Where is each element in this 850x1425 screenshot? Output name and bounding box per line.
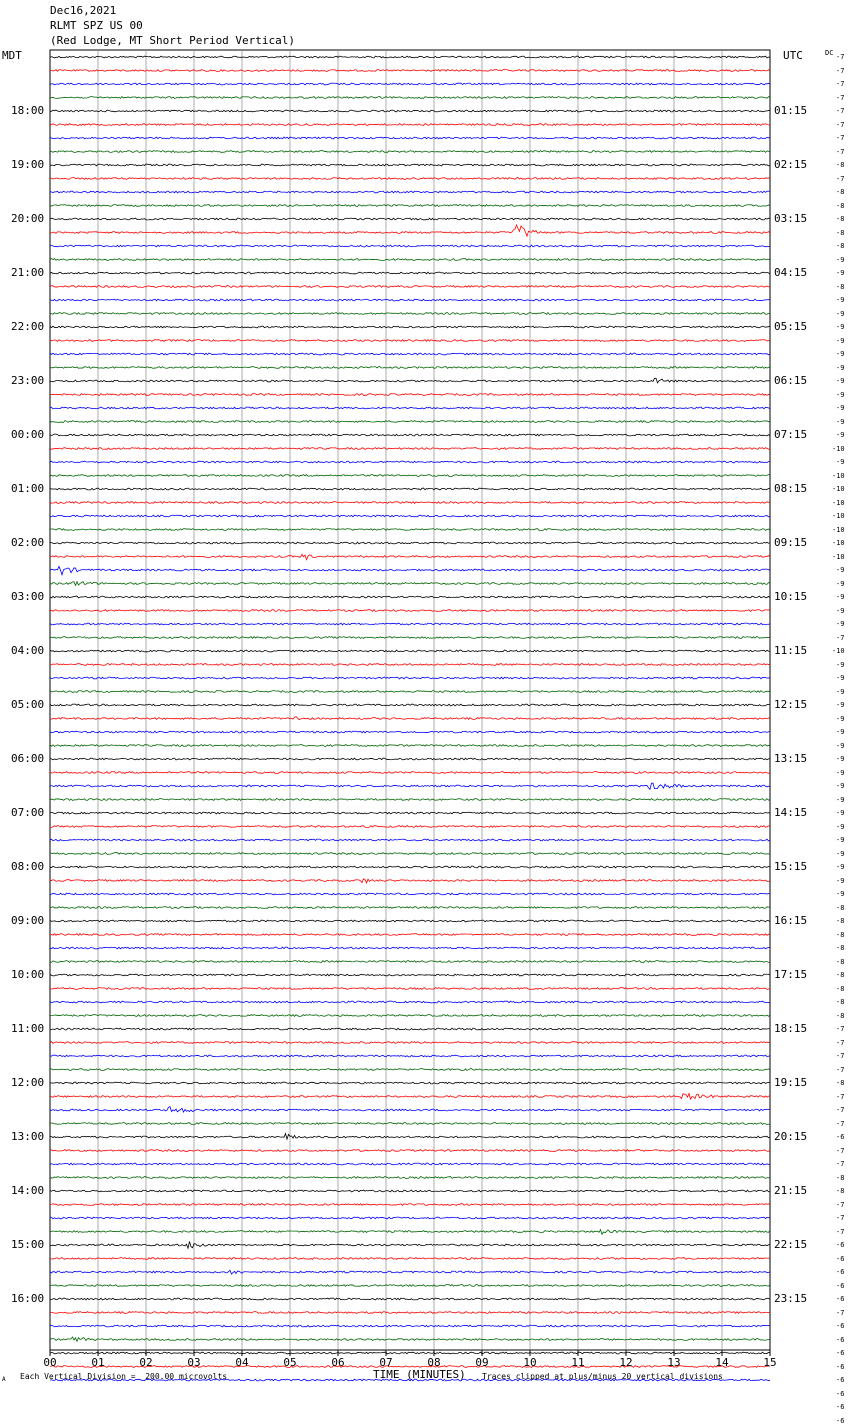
trace-black: [50, 326, 770, 328]
dc-offset-label: -7: [836, 66, 845, 75]
dc-offset-label: -8: [836, 188, 845, 196]
left-hour-label: 15:00: [11, 1238, 45, 1251]
trace-red: [50, 554, 770, 559]
trace-red: [50, 1312, 770, 1314]
dc-offset-label: -9: [836, 674, 845, 682]
trace-black: [50, 542, 770, 544]
dc-offset-label: -9: [836, 620, 845, 628]
left-hour-label: 20:00: [11, 212, 45, 225]
x-tick-label: 05: [283, 1356, 297, 1369]
dc-offset-label: -8: [836, 917, 845, 925]
left-hour-label: 13:00: [11, 1130, 45, 1143]
right-hour-label: 05:15: [774, 320, 808, 333]
trace-black: [50, 812, 770, 814]
dc-offset-label: -8: [836, 1079, 845, 1087]
dc-offset-label: -9: [836, 714, 845, 723]
dc-offset-label: -9: [836, 296, 845, 304]
trace-green: [50, 529, 770, 531]
dc-offset-label: -8: [836, 930, 845, 939]
trace-blue: [50, 623, 770, 625]
x-tick-label: 02: [139, 1356, 153, 1369]
right-hour-label: 14:15: [774, 806, 808, 819]
dc-offset-label: -6: [836, 1241, 845, 1249]
x-axis-title: TIME (MINUTES): [373, 1368, 466, 1381]
dc-offset-label: -7: [836, 1038, 845, 1047]
dc-offset-label: -7: [836, 1146, 845, 1155]
left-hour-label: 09:00: [11, 914, 45, 927]
scale-note: Each Vertical Division = 200.00 microvolts: [20, 1372, 228, 1381]
trace-blue: [50, 893, 770, 895]
dc-offset-label: -6: [836, 1133, 845, 1141]
dc-offset-label: -9: [836, 687, 845, 696]
x-tick-label: 12: [619, 1356, 633, 1369]
trace-green: [50, 205, 770, 207]
trace-black: [50, 218, 770, 220]
dc-offset-label: -7: [836, 633, 845, 642]
x-tick-label: 08: [427, 1356, 441, 1369]
trace-blue: [50, 83, 770, 85]
dc-offset-label: -8: [836, 215, 845, 223]
right-hour-label: 07:15: [774, 428, 808, 441]
left-timezone-label: MDT: [2, 49, 22, 62]
dc-offset-label: -7: [836, 1106, 845, 1114]
trace-blue: [50, 1001, 770, 1003]
trace-black: [50, 378, 770, 383]
dc-offset-label: -9: [836, 836, 845, 844]
trace-green: [50, 582, 770, 586]
right-hour-label: 10:15: [774, 590, 808, 603]
left-hour-label: 02:00: [11, 536, 45, 549]
dc-offset-label: -10: [832, 485, 845, 493]
dc-offset-label: -7: [836, 147, 845, 156]
dc-offset-label: -9: [836, 404, 845, 412]
trace-blue: [50, 566, 770, 574]
dc-offset-label: -7: [836, 1119, 845, 1128]
trace-green: [50, 367, 770, 369]
right-hour-label: 08:15: [774, 482, 808, 495]
left-hour-label: 23:00: [11, 374, 45, 387]
right-hour-label: 04:15: [774, 266, 808, 279]
x-tick-label: 01: [91, 1356, 105, 1369]
trace-red: [50, 664, 770, 666]
trace-green: [50, 691, 770, 693]
trace-red: [50, 772, 770, 774]
left-hour-label: 10:00: [11, 968, 45, 981]
dc-offset-label: -7: [836, 174, 845, 183]
trace-red: [50, 717, 770, 720]
right-hour-label: 02:15: [774, 158, 808, 171]
trace-black: [50, 488, 770, 490]
trace-blue: [50, 1107, 770, 1112]
trace-blue: [50, 1163, 770, 1165]
left-hour-label: 19:00: [11, 158, 45, 171]
dc-offset-label: -9: [836, 579, 845, 588]
dc-offset-label: -8: [836, 242, 845, 250]
trace-blue: [50, 731, 770, 733]
left-hour-label: 21:00: [11, 266, 45, 279]
dc-offset-label: -8: [836, 903, 845, 912]
dc-offset-label: -9: [836, 336, 845, 345]
dc-offset-label: -9: [836, 606, 845, 615]
trace-red: [50, 502, 770, 504]
dc-offset-label: -9: [836, 417, 845, 426]
right-hour-label: 09:15: [774, 536, 808, 549]
trace-blue: [50, 839, 770, 841]
right-hour-label: 23:15: [774, 1292, 808, 1305]
trace-green: [50, 745, 770, 747]
right-hour-label: 22:15: [774, 1238, 808, 1251]
right-hour-label: 12:15: [774, 698, 808, 711]
trace-red: [50, 1093, 770, 1099]
left-hour-label: 06:00: [11, 752, 45, 765]
x-tick-label: 00: [43, 1356, 57, 1369]
trace-green: [50, 1337, 770, 1341]
trace-red: [50, 934, 770, 936]
right-hour-label: 01:15: [774, 104, 808, 117]
trace-blue: [50, 1217, 770, 1219]
trace-red: [50, 70, 770, 72]
x-tick-label: 10: [523, 1356, 537, 1369]
seismic-traces: [50, 56, 770, 1390]
dc-offset-label: -9: [836, 849, 845, 858]
trace-blue: [50, 783, 770, 789]
trace-red: [50, 988, 770, 990]
trace-green: [50, 151, 770, 153]
trace-black: [50, 704, 770, 706]
trace-green: [50, 853, 770, 855]
trace-black: [50, 1352, 770, 1354]
dc-offset-label: -9: [836, 255, 845, 264]
trace-black: [50, 596, 770, 598]
dc-offset-label: -6: [836, 1349, 845, 1357]
dc-offset-label: -9: [836, 593, 845, 601]
dc-label: DC: [825, 49, 834, 57]
trace-green: [50, 1230, 770, 1235]
dc-offset-label: -9: [836, 782, 845, 790]
dc-offset-label: -7: [836, 1200, 845, 1209]
dc-offset-label: -6: [836, 1376, 845, 1384]
right-hour-label: 19:15: [774, 1076, 808, 1089]
dc-offset-label: -9: [836, 863, 845, 871]
trace-black: [50, 434, 770, 436]
dc-offset-label: -10: [832, 471, 845, 480]
dc-offset-label: -9: [836, 741, 845, 750]
right-hour-label: 21:15: [774, 1184, 808, 1197]
dc-offset-label: -9: [836, 660, 845, 669]
left-hour-label: 18:00: [11, 104, 45, 117]
dc-offset-label: -8: [836, 998, 845, 1006]
dc-offset-label: -10: [832, 525, 845, 534]
dc-offset-label: -6: [836, 1254, 845, 1263]
trace-green: [50, 259, 770, 261]
dc-offset-label: -8: [836, 282, 845, 291]
left-hour-label: 04:00: [11, 644, 45, 657]
trace-black: [50, 1298, 770, 1300]
trace-black: [50, 650, 770, 652]
trace-green: [50, 1177, 770, 1179]
x-tick-label: 06: [331, 1356, 345, 1369]
dc-offset-label: -7: [836, 1092, 845, 1101]
dc-offset-label: -9: [836, 458, 845, 466]
left-hour-label: 01:00: [11, 482, 45, 495]
dc-offset-label: -8: [836, 201, 845, 210]
dc-offset-label: -9: [836, 768, 845, 777]
trace-black: [50, 56, 770, 58]
dc-offset-label: -7: [836, 80, 845, 88]
dc-offset-label: -6: [836, 1362, 845, 1371]
dc-offset-label: -6: [836, 1389, 845, 1398]
dc-offset-label: -10: [832, 498, 845, 507]
dc-offset-label: -7: [836, 1308, 845, 1317]
trace-red: [50, 826, 770, 828]
trace-black: [50, 272, 770, 274]
left-hour-label: 11:00: [11, 1022, 45, 1035]
trace-red: [50, 610, 770, 612]
trace-red: [50, 225, 770, 236]
trace-green: [50, 313, 770, 315]
right-hour-label: 06:15: [774, 374, 808, 387]
x-tick-label: 04: [235, 1356, 249, 1369]
dc-offset-label: -10: [832, 512, 845, 520]
dc-offset-label: -8: [836, 228, 845, 237]
clip-note: Traces clipped at plus/minus 20 vertical divisions: [482, 1372, 723, 1381]
trace-blue: [50, 245, 770, 247]
x-tick-label: 13: [667, 1356, 681, 1369]
dc-offset-label: -9: [836, 309, 845, 318]
x-tick-label: 14: [715, 1356, 729, 1369]
trace-red: [50, 1204, 770, 1206]
dc-offset-label: -7: [836, 134, 845, 142]
trace-black: [50, 866, 770, 868]
dc-offset-label: -7: [836, 1160, 845, 1168]
dc-offset-label: -7: [836, 1065, 845, 1074]
dc-offset-label: -8: [836, 971, 845, 979]
left-hour-label: 00:00: [11, 428, 45, 441]
trace-black: [50, 164, 770, 166]
dc-offset-label: -9: [836, 323, 845, 331]
trace-black: [50, 1028, 770, 1030]
dc-offset-label: -9: [836, 431, 845, 439]
right-hour-label: 15:15: [774, 860, 808, 873]
dc-offset-label: -7: [836, 1025, 845, 1033]
left-hour-label: 16:00: [11, 1292, 45, 1305]
dc-offset-label: -9: [836, 822, 845, 831]
trace-green: [50, 907, 770, 909]
dc-offset-label: -9: [836, 755, 845, 763]
dc-offset-label: -7: [836, 107, 845, 115]
right-hour-label: 11:15: [774, 644, 808, 657]
dc-offset-label: -6: [836, 1322, 845, 1330]
trace-blue: [50, 299, 770, 301]
dc-offset-label: -6: [836, 1416, 845, 1425]
right-hour-label: 20:15: [774, 1130, 808, 1143]
right-hour-label: 13:15: [774, 752, 808, 765]
dc-offset-label: -8: [836, 984, 845, 993]
trace-black: [50, 1242, 770, 1249]
x-tick-label: 09: [475, 1356, 489, 1369]
right-hour-label: 03:15: [774, 212, 808, 225]
trace-blue: [50, 947, 770, 949]
trace-red: [50, 1258, 770, 1260]
dc-offset-label: -7: [836, 1227, 845, 1236]
dc-offset-label: -7: [836, 1052, 845, 1060]
dc-offset-label: -10: [832, 552, 845, 561]
x-tick-label: 07: [379, 1356, 393, 1369]
trace-black: [50, 110, 770, 112]
trace-green: [50, 97, 770, 99]
trace-green: [50, 1015, 770, 1017]
left-hour-label: 05:00: [11, 698, 45, 711]
dc-offset-label: -8: [836, 161, 845, 169]
trace-red: [50, 394, 770, 396]
x-tick-label: 15: [763, 1356, 777, 1369]
dc-offset-label: -9: [836, 566, 845, 574]
trace-green: [50, 475, 770, 477]
dc-offset-label: -7: [836, 1214, 845, 1222]
x-tick-label: 11: [571, 1356, 585, 1369]
header-station: RLMT SPZ US 00: [50, 19, 143, 32]
right-hour-label: 17:15: [774, 968, 808, 981]
dc-offset-label: -9: [836, 876, 845, 885]
dc-offset-label: -8: [836, 1173, 845, 1182]
trace-blue: [50, 515, 770, 517]
dc-offset-label: -6: [836, 1268, 845, 1276]
dc-offset-label: -7: [836, 93, 845, 102]
dc-offset-label: -9: [836, 795, 845, 804]
dc-offset-label: -9: [836, 363, 845, 372]
trace-green: [50, 1069, 770, 1071]
trace-blue: [50, 1325, 770, 1327]
left-hour-label: 22:00: [11, 320, 45, 333]
trace-green: [50, 1285, 770, 1287]
x-tick-label: 03: [187, 1356, 201, 1369]
right-timezone-label: UTC: [783, 49, 803, 62]
left-hour-label: 07:00: [11, 806, 45, 819]
dc-offset-label: -9: [836, 390, 845, 399]
dc-offset-label: -6: [836, 1335, 845, 1344]
trace-black: [50, 1190, 770, 1192]
left-hour-label: 14:00: [11, 1184, 45, 1197]
trace-blue: [50, 677, 770, 679]
dc-offset-label: -9: [836, 350, 845, 358]
corner-mark: A: [2, 1376, 6, 1383]
trace-red: [50, 178, 770, 180]
dc-offset-label: -10: [832, 444, 845, 453]
dc-offset-label: -8: [836, 944, 845, 952]
dc-offset-label: -9: [836, 377, 845, 385]
trace-black: [50, 920, 770, 922]
trace-red: [50, 1042, 770, 1044]
trace-red: [50, 448, 770, 450]
trace-red: [50, 1150, 770, 1152]
trace-red: [50, 340, 770, 342]
trace-red: [50, 879, 770, 883]
dc-offset-label: -8: [836, 1011, 845, 1020]
header-location: (Red Lodge, MT Short Period Vertical): [50, 34, 296, 47]
dc-offset-label: -6: [836, 1403, 845, 1411]
dc-offset-label: -9: [836, 809, 845, 817]
trace-green: [50, 961, 770, 963]
trace-red: [50, 124, 770, 126]
dc-offset-label: -7: [836, 53, 845, 61]
trace-black: [50, 1134, 770, 1140]
trace-blue: [50, 461, 770, 463]
dc-offset-label: -10: [832, 539, 845, 547]
trace-black: [50, 758, 770, 760]
trace-green: [50, 799, 770, 801]
dc-offset-label: -6: [836, 1295, 845, 1303]
trace-blue: [50, 1270, 770, 1274]
left-hour-label: 08:00: [11, 860, 45, 873]
trace-black: [50, 974, 770, 976]
trace-green: [50, 637, 770, 639]
trace-black: [50, 1082, 770, 1084]
dc-offset-label: -6: [836, 1281, 845, 1290]
trace-blue: [50, 191, 770, 193]
dc-offset-label: -10: [832, 647, 845, 655]
trace-blue: [50, 407, 770, 409]
dc-offset-label: -9: [836, 269, 845, 277]
dc-offset-label: -8: [836, 1187, 845, 1195]
dc-offset-label: -9: [836, 701, 845, 709]
dc-offset-label: -7: [836, 120, 845, 129]
right-hour-label: 18:15: [774, 1022, 808, 1035]
left-hour-label: 12:00: [11, 1076, 45, 1089]
dc-offset-label: -8: [836, 957, 845, 966]
trace-blue: [50, 1055, 770, 1057]
trace-blue: [50, 353, 770, 355]
trace-green: [50, 421, 770, 423]
right-hour-label: 16:15: [774, 914, 808, 927]
left-hour-label: 03:00: [11, 590, 45, 603]
dc-offset-label: -9: [836, 890, 845, 898]
trace-green: [50, 1123, 770, 1125]
trace-blue: [50, 137, 770, 139]
dc-offset-label: -9: [836, 728, 845, 736]
header-date: Dec16,2021: [50, 4, 117, 17]
trace-red: [50, 286, 770, 288]
